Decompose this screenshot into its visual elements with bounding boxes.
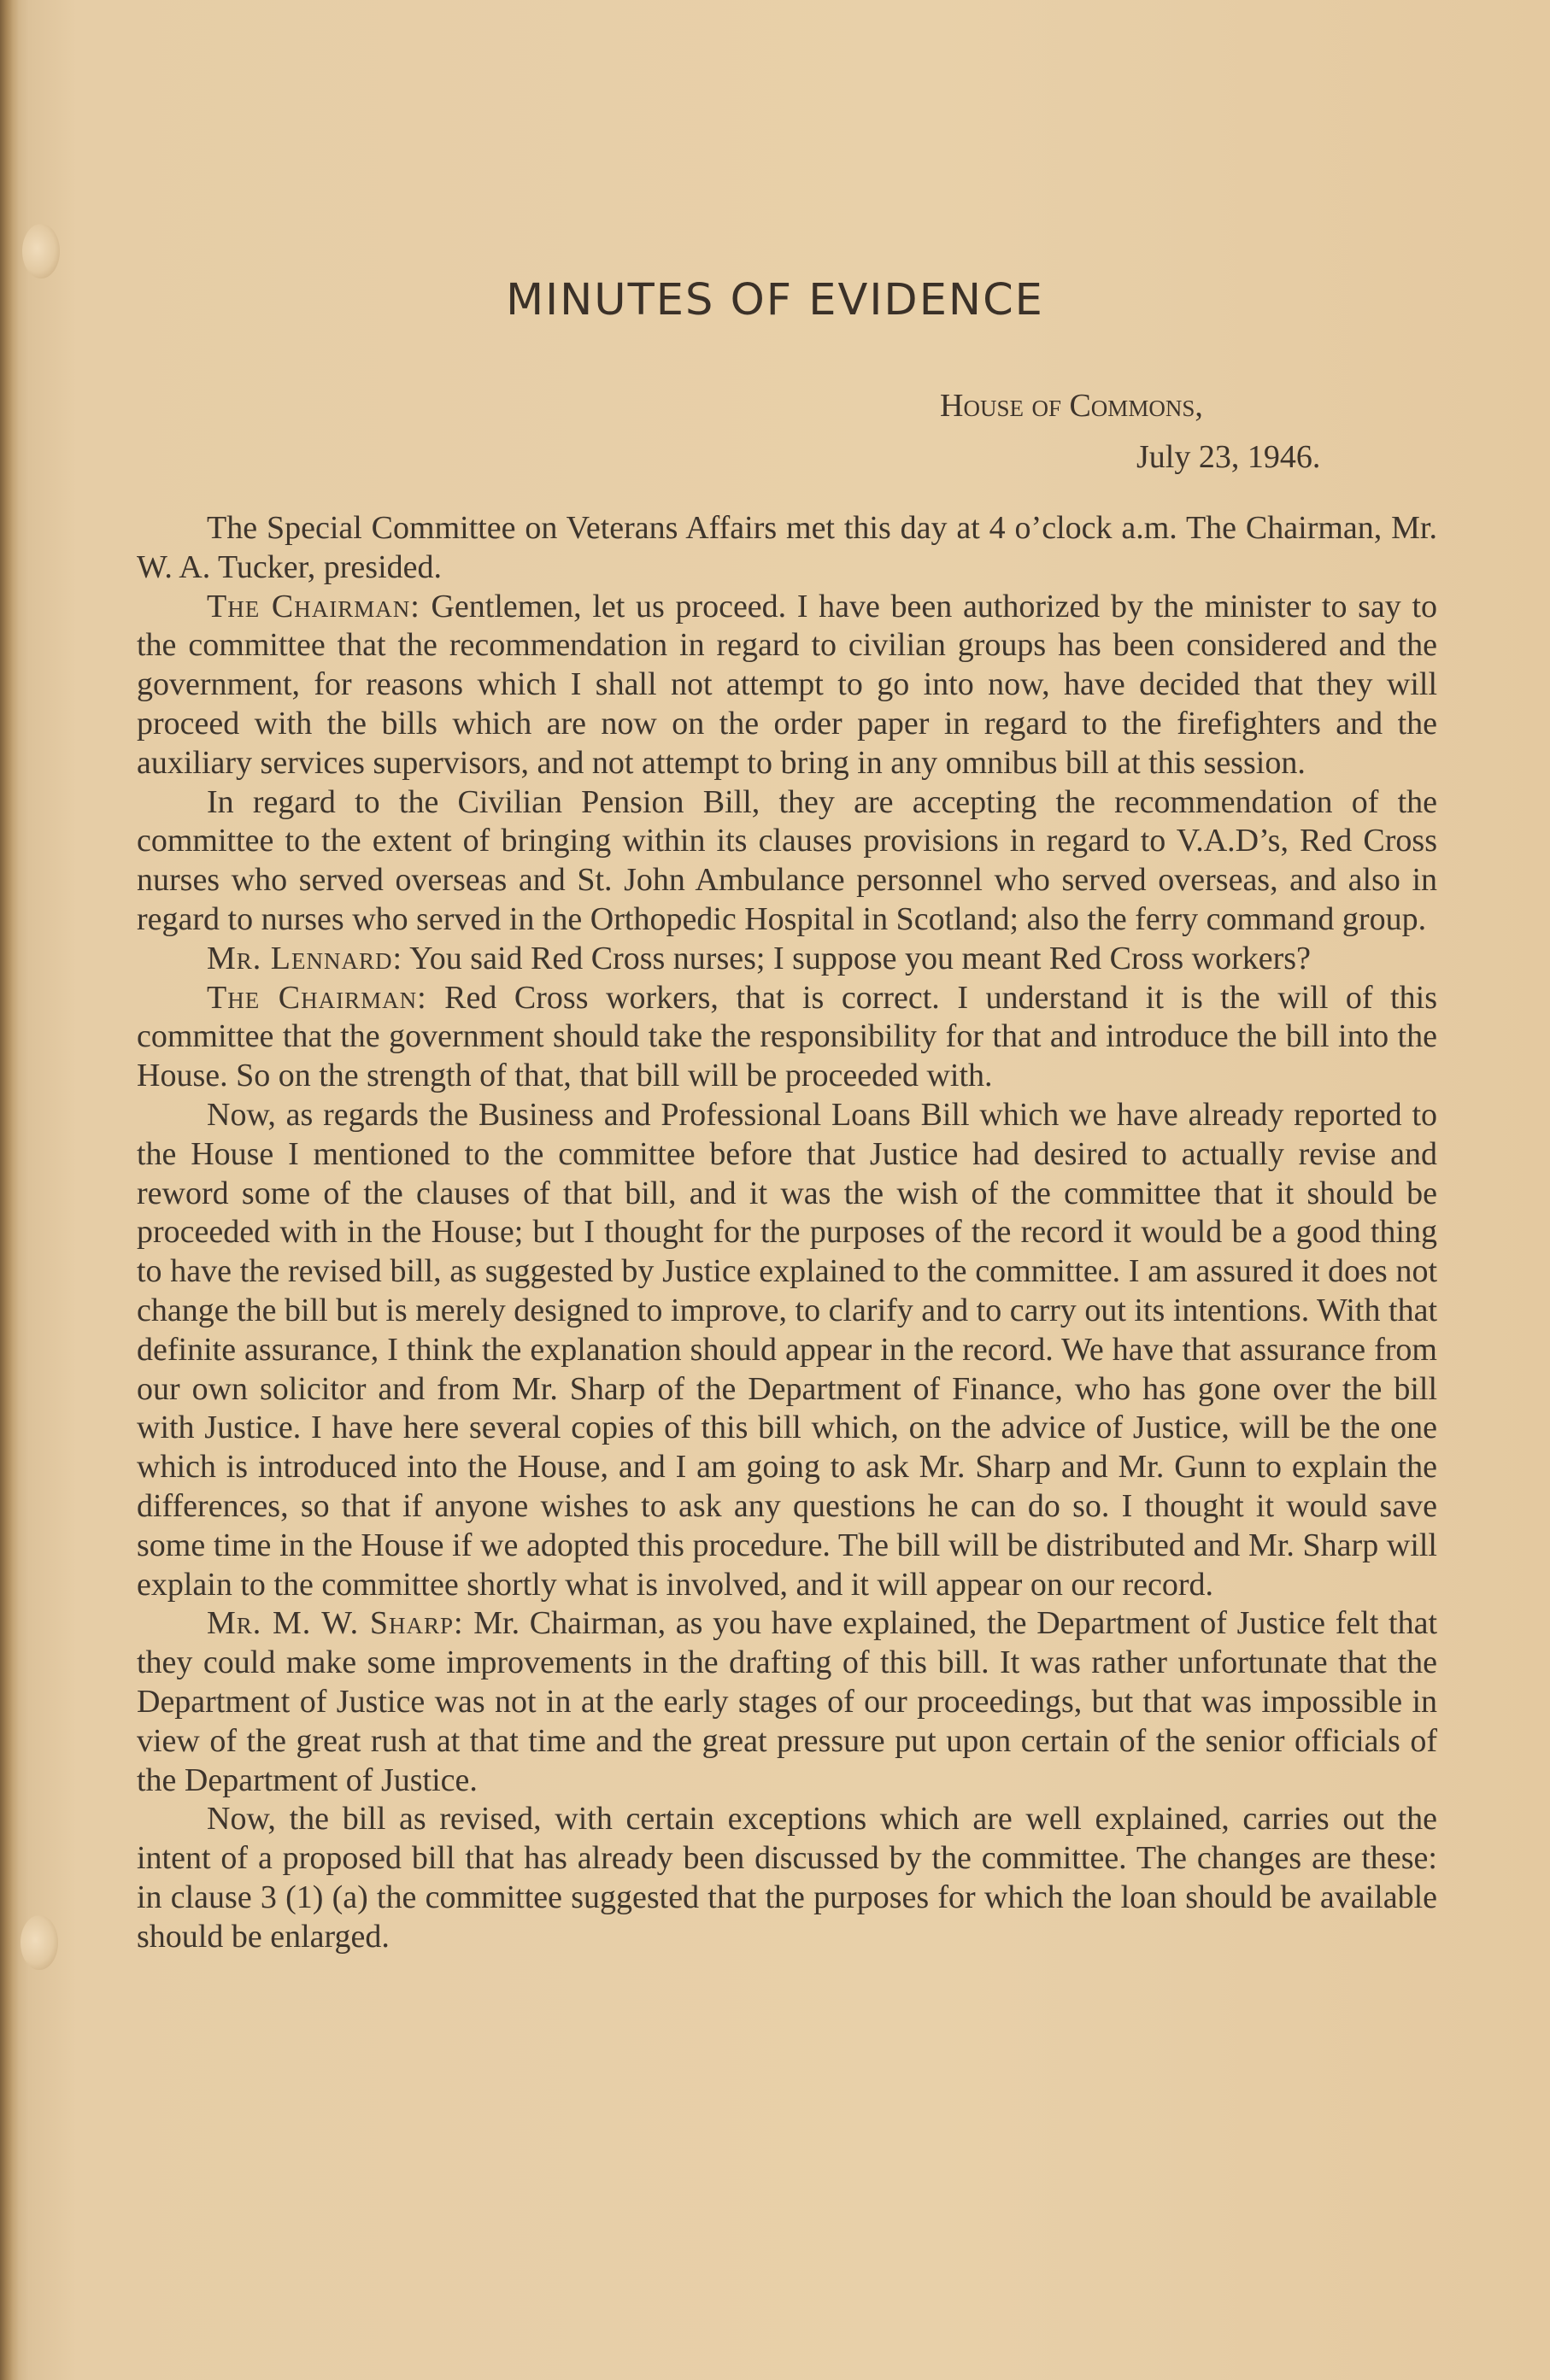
- paragraph: [137, 509, 1437, 588]
- paragraph: [137, 1604, 1437, 1800]
- paragraph-text: Red Cross workers, that is correct. I understand it is the will of this committee that the government should take the responsibility for that and introduce the bill into the House. So on the strength of that, that bill will be proceeded with.: [137, 979, 1437, 1094]
- document-title: MINUTES OF EVIDENCE: [506, 275, 1044, 325]
- paragraph: [137, 1800, 1437, 1956]
- minutes-body: [137, 509, 1437, 1956]
- paragraph: [137, 940, 1437, 979]
- paragraph: [137, 979, 1437, 1096]
- paragraph: [137, 783, 1437, 940]
- paragraph-text: The Special Committee on Veterans Affairs met this day at 4 o’clock a.m. The Chairman, Mr. W. A. Tucker, presided.: [137, 510, 1437, 585]
- document-date: July 23, 1946.: [1136, 439, 1321, 475]
- document-place: House of Commons,: [940, 388, 1203, 424]
- paragraph-text: In regard to the Civilian Pension Bill, they are accepting the recommendation of the committee to the extent of bringing within its clauses provisions in regard to V.A.D’s, Red Cross nurses who served overseas and St. John Ambulance personnel who served overseas, and also in regard to nurses who served in the Orthopedic Hospital in Scotland; also the ferry command group.: [137, 783, 1437, 937]
- paragraph-text: You said Red Cross nurses; I suppose you meant Red Cross workers?: [409, 940, 1311, 976]
- binding-hole: [21, 1915, 58, 1970]
- paragraph-text: Mr. Chairman, as you have explained, the Department of Justice felt that they could make some improvements in the drafting of this bill. It was rather unfortunate that the Department of Justice was not in at the early stages of our proceedings, but that was impossible in view of the great rush at that time and the great pressure put upon certain of the senior officials of the Department of Justice.: [137, 1605, 1438, 1798]
- speaker-name: The Chairman:: [207, 979, 427, 1016]
- paragraph-text: Gentlemen, let us proceed. I have been authorized by the minister to say to the committee that the recommendation in regard to civilian groups has been considered and the government, for reasons which I shall not attempt to go into now, have decided that they will proceed with the bills which are now on the order paper in regard to the firefighters and the auxiliary services supervisors, and not attempt to bring in any omnibus bill at this session.: [137, 588, 1438, 781]
- speaker-name: Mr. Lennard:: [207, 940, 403, 976]
- paragraph: [137, 1096, 1437, 1604]
- page-binding-edge: [0, 0, 19, 2380]
- binding-hole: [22, 224, 60, 278]
- paragraph: [137, 588, 1437, 783]
- paragraph-text: Now, the bill as revised, with certain exceptions which are well explained, carries out the intent of a proposed bill that has already been discussed by the committee. The changes are these: in clause 3 (1) (a) the committee suggested that the purposes for which the loan should be available should be enlarged.: [137, 1801, 1437, 1955]
- speaker-name: The Chairman:: [207, 588, 420, 624]
- paragraph-text: Now, as regards the Business and Professional Loans Bill which we have already reported to the House I mentioned to the committee before that Justice had desired to actually revise and reword some of the clauses of that bill, and it was the wish of the committee that it should be proceeded with in the House; but I thought for the purposes of the record it would be a good thing to have the revised bill, as suggested by Justice explained to the committee. I am assured it does not change the bill but is merely designed to improve, to clarify and to carry out its intentions. With that definite assurance, I think the explanation should appear in the record. We have that assurance from our own solicitor and from Mr. Sharp of the Department of Finance, who has gone over the bill with Justice. I have here several copies of this bill which, on the advice of Justice, will be the one which is introduced into the House, and I am going to ask Mr. Sharp and Mr. Gunn to explain the differences, so that if anyone wishes to ask any questions he can do so. I thought it would save some time in the House if we adopted this procedure. The bill will be distributed and Mr. Sharp will explain to the committee shortly what is involved, and it will appear on our record.: [137, 1096, 1437, 1603]
- speaker-name: Mr. M. W. Sharp:: [207, 1605, 464, 1642]
